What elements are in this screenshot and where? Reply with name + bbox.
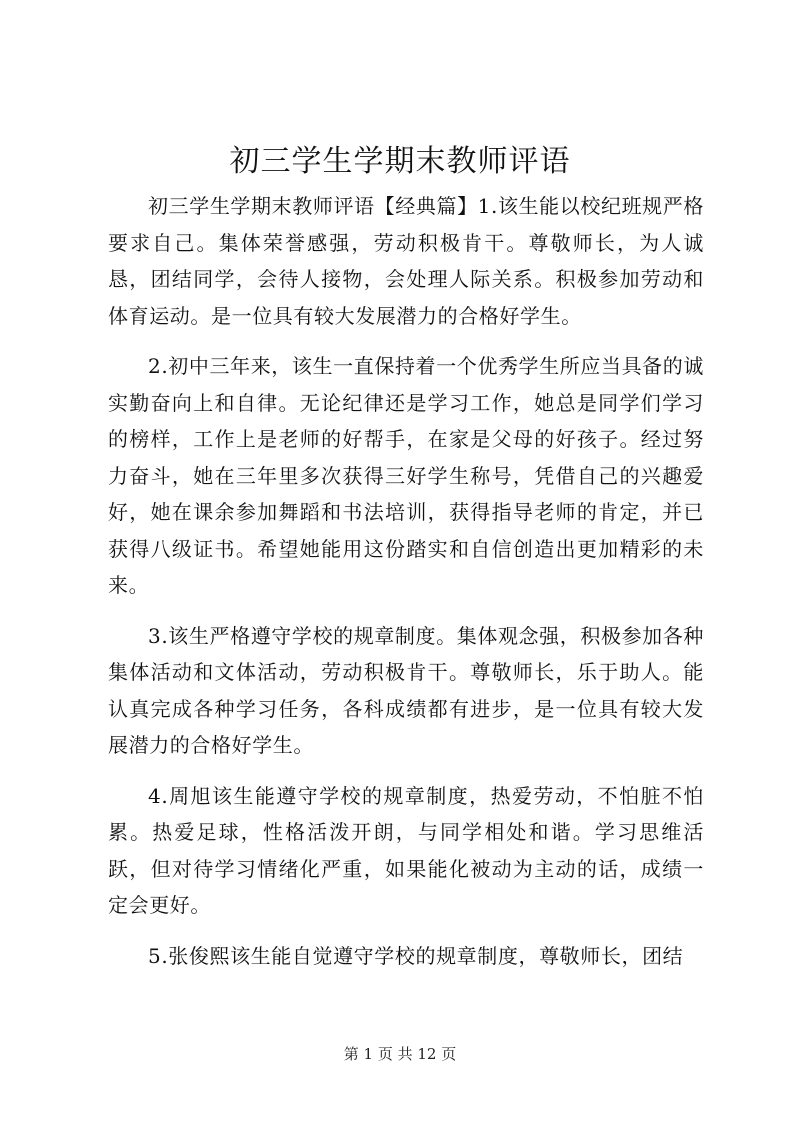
paragraph-3: 3.该生严格遵守学校的规章制度。集体观念强，积极参加各种集体活动和文体活动，劳动积极肯干。尊敬师长，乐于助人。能认真完成各种学习任务，各科成绩都有进步，是一位具有较大发展潜力的合格好学生。 (108, 623, 704, 757)
paragraph-1: 初三学生学期末教师评语【经典篇】1.该生能以校纪班规严格要求自己。集体荣誉感强，劳动积极肯干。尊敬师长，为人诚恳，团结同学，会待人接物，会处理人际关系。积极参加劳动和体育运动。是一位具有较大发展潜力的合格好学生。 (108, 194, 704, 328)
paragraph-2: 2.初中三年来，该生一直保持着一个优秀学生所应当具备的诚实勤奋向上和自律。无论纪律还是学习工作，她总是同学们学习的榜样，工作上是老师的好帮手，在家是父母的好孩子。经过努力奋斗，她在三年里多次获得三好学生称号，凭借自己的兴趣爱好，她在课余参加舞蹈和书法培训，获得指导老师的肯定，并已获得八级证书。希望她能用这份踏实和自信创造出更加精彩的未来。 (108, 354, 704, 597)
paragraph-4: 4.周旭该生能遵守学校的规章制度，热爱劳动，不怕脏不怕累。热爱足球，性格活泼开朗，与同学相处和谐。学习思维活跃，但对待学习情绪化严重，如果能化被动为主动的话，成绩一定会更好。 (108, 783, 704, 917)
document-title: 初三学生学期末教师评语 (229, 144, 571, 179)
document-body (108, 188, 704, 988)
paragraph-5: 5.张俊熙该生能自觉遵守学校的规章制度，尊敬师长，团结 (148, 943, 684, 968)
page-number-footer: 第 1 页 共 12 页 (343, 1045, 457, 1063)
